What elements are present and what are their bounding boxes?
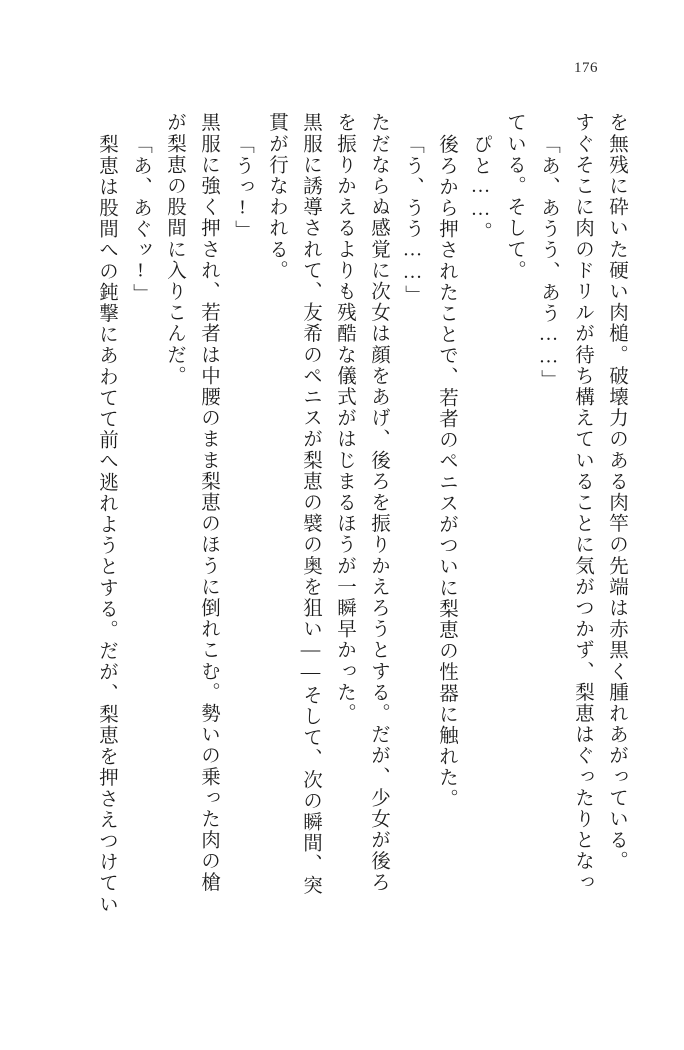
- text-line: が梨恵の股間に入りこんだ。: [164, 112, 185, 387]
- text-line: を振りかえるよりも残酷な儀式がはじまるほうが一瞬早かった。: [334, 112, 355, 724]
- text-line: ている。そして。: [504, 112, 525, 281]
- text-line: 貫が行なわれる。: [266, 112, 287, 281]
- text-line: 「あ、あうう、あう……」: [538, 134, 559, 391]
- vertical-text-block: [52, 112, 626, 992]
- text-line: 梨恵は股間への鈍撃にあわてて前へ逃れようとする。だが、梨恵を押さえつけてい: [96, 134, 117, 915]
- text-line: 黒服に誘導されて、友希のペニスが梨恵の襞の奥を狙い——そして、次の瞬間、突: [300, 112, 321, 896]
- text-line: ぴと……。: [470, 134, 491, 243]
- text-line: を無残に砕いた硬い肉槌。破壊力のある肉竿の先端は赤黒く腫れあがっている。: [606, 112, 627, 872]
- text-line: すぐそこに肉のドリルが待ち構えていることに気がつかず、梨恵はぐったりとなっ: [572, 112, 593, 893]
- text-line: 後ろから押されたことで、若者のペニスがついに梨恵の性器に触れた。: [436, 134, 457, 810]
- text-line: 「う、うう……」: [402, 134, 423, 306]
- text-line: ただならぬ感覚に次女は顔をあげ、後ろを振りかえろうとする。だが、少女が後ろ: [368, 112, 389, 893]
- text-line: 「うっ!」: [232, 134, 253, 241]
- text-line: 黒服に強く押され、若者は中腰のまま梨恵のほうに倒れこむ。勢いの乗った肉の槍: [198, 112, 219, 893]
- text-line: 「あ、あぐッ!」: [130, 134, 151, 305]
- page-number: 176: [574, 60, 598, 76]
